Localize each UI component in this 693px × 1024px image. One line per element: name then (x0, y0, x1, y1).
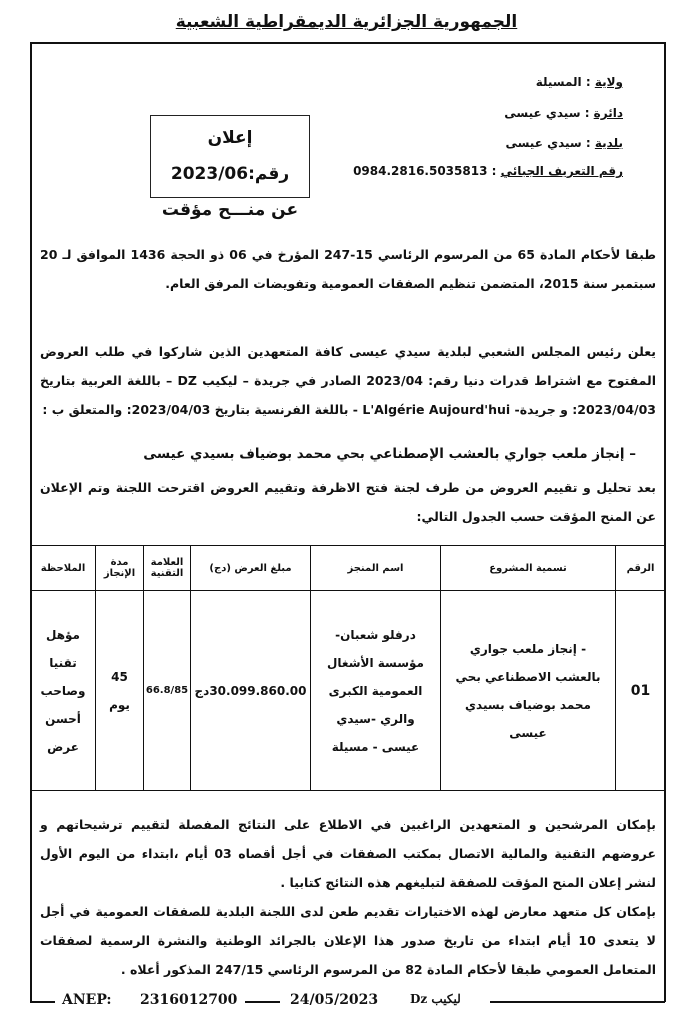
wilaya: ولاية : المسيلة (535, 75, 623, 89)
table-row (31, 591, 666, 791)
republic-title: الجمهورية الجزائرية الديمقراطية الشعبية (175, 12, 518, 32)
notice-number: إعلان رقم:2023/06 (170, 128, 290, 184)
header-amount: مبلغ العرض (دج) (191, 546, 311, 591)
wilaya-value: المسيلة (535, 75, 582, 89)
cell-contractor: درفلو شعبان- مؤسسة الأشغال العمومية الكبرى والري -سيدي عيسى - مسيلة (311, 591, 441, 791)
cell-duration: 45 يوم (96, 591, 144, 791)
footer (0, 990, 693, 1020)
wilaya-label: ولاية (594, 75, 623, 89)
daira: دائرة : سيدي عيسى (504, 106, 623, 120)
commune-label: بلدية (594, 136, 623, 150)
table-header-row (31, 546, 666, 591)
nif-value: 0984.2816.5035813 (353, 164, 488, 178)
nif-label: رقم التعريف الجبائي (500, 164, 623, 178)
footer-newspaper: ليكيب Dz (410, 992, 461, 1006)
nif: رقم التعريف الجبائي : 0984.2816.5035813 (353, 164, 623, 178)
anep-label: ANEP: (62, 992, 112, 1008)
paragraph-announcement: يعلن رئيس المجلس الشعبي لبلدية سيدي عيسى كافة المتعهدين الذين شاركوا في طلب العروض المفتوح مع اشتراط قدرات دنيا رقم: 2023/04 الصادر في جريدة – ليكيب DZ – باللغة العربية بتاريخ 2023/04/03: و جريدة- L'Algérie Aujourd'hui - باللغة الفرنسية بتاريخ 2023/04/03: والمتعلق ب : (40, 344, 656, 417)
cell-amount: 30.099.860.00دج (191, 591, 311, 791)
paragraph-appeal: بإمكان كل متعهد معارض لهذه الاختيارات تقديم طعن لدى اللجنة البلدية للصفقات العمومية في أجل لا يتعدى 10 أيام ابتداء من تاريخ صدور هذا الإعلان بالجرائد الوطنية والنشرة الرسمية لصفقات المتعامل العمومي طبقا لأحكام المادة 82 من المرسوم الرئاسي 247/15 المذكور أعلاه . (40, 904, 656, 977)
header-contractor: اسم المنجز (311, 546, 441, 591)
footer-date: 24/05/2023 (290, 992, 379, 1008)
header-score: العلامة التقنية (144, 546, 191, 591)
award-table (30, 545, 666, 791)
notice-subject: عن منـــح مؤقت (161, 200, 299, 220)
commune: بلدية : سيدي عيسى (505, 136, 623, 150)
cell-score: 66.8/85 (144, 591, 191, 791)
header-project: تسمية المشروع (441, 546, 616, 591)
anep-number: 2316012700 (140, 992, 238, 1008)
paragraph-results: بإمكان المرشحين و المتعهدين الراغبين في الاطلاع على النتائج المفصلة لتقييم ترشيحاتهم و عروضهم التقنية والمالية الاتصال بمكتب الصفقات في أجل أقصاه 03 أيام ،ابتداء من اليوم الأول لنشر إعلان المنح المؤقت للصفقة لتبليغهم هذه النتائج كتابيا . (40, 817, 657, 890)
commune-value: سيدي عيسى (505, 136, 582, 150)
header-remark: الملاحظة (31, 546, 96, 591)
cell-number: 01 (616, 591, 666, 791)
notice-box (150, 115, 310, 220)
cell-remark: مؤهل تقنيا وصاحب أحسن عرض (31, 591, 96, 791)
paragraph-evaluation: بعد تحليل و تقييم العروض من طرف لجنة فتح الاظرفة وتقييم العروض اقترحت اللجنة وتم الإعلان عن المنح المؤقت حسب الجدول التالي: (40, 480, 656, 524)
paragraph-legal-basis: طبقا لأحكام المادة 65 من المرسوم الرئاسي 15-247 المؤرخ في 06 ذو الحجة 1436 الموافق لـ 20 سبتمبر سنة 2015، المتضمن تنظيم الصفقات العمومية وتفويضات المرفق العام. (40, 247, 656, 291)
project-title: – إنجاز ملعب جواري بالعشب الإصطناعي بحي محمد بوضياف بسيدي عيسى (143, 446, 636, 462)
header-number: الرقم (616, 546, 666, 591)
header-duration: مدة الإنجاز (96, 546, 144, 591)
cell-project: - إنجاز ملعب جواري بالعشب الاصطناعي بحي محمد بوضياف بسيدي عيسى (441, 591, 616, 791)
daira-value: سيدي عيسى (504, 106, 581, 120)
daira-label: دائرة (593, 106, 623, 120)
